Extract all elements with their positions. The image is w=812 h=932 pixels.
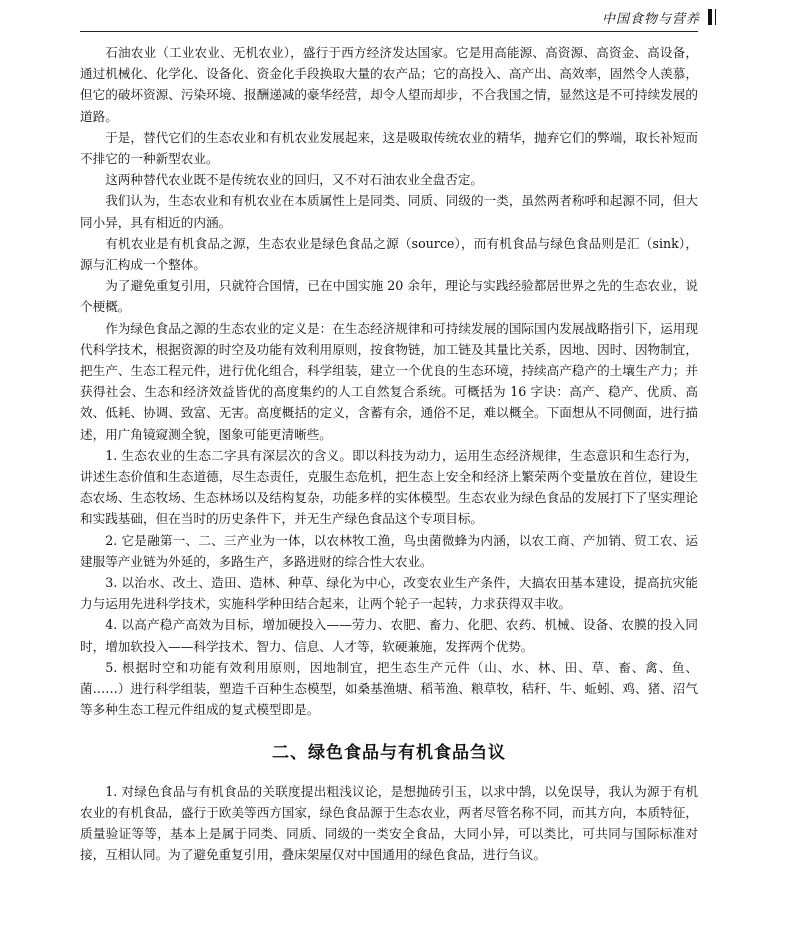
paragraph-green-organic-discussion: 1. 对绿色食品与有机食品的关联度提出粗浅议论，是想抛砖引玉，以求中鹄，以免误导，我认为源于有机农业的有机食品，盛行于欧美等西方国家，绿色食品源于生态农业，两者尽管名称不同，而其方向，本质特征，质量验证等等，基本上是属于同类、同质、同级的一类安全食品，大同小异，可以类比，可共同与国际标准对接，互相认同。为了避免重复引用，叠床架屋仅对中国通用的绿色食品，进行刍议。: [80, 783, 698, 863]
paragraph-definition: 作为绿色食品之源的生态农业的定义是：在生态经济规律和可持续发展的国际国内发展战略指引下，运用现代科学技术，根据资源的时空及功能有效利用原则，按食物链，加工链及其量比关系，因地、因时、因物制宜，把生产、生态工程元件，进行优化组合，科学组装，建立一个优良的生态环境，持续高产稳产的土壤生产力；并获得社会、生态和经济效益皆优的高度集约的人工自然复合系统。可概括为 16 字诀：高产、稳产、优质、高效、低耗、协调、致富、无害。高度概括的定义，含蓄有余，通俗不足，难以概全。下面想从不同侧面，进行描述，用广角镜窥测全貌，图象可能更清晰些。: [80, 320, 698, 442]
paragraph-not-return: 这两种替代农业既不是传统农业的回归，又不对石油农业全盘否定。: [105, 172, 483, 188]
list-item-1: 1. 生态农业的生态二字具有深层次的含义。即以科技为动力，运用生态经济规律，生态意识和生态行为，讲述生态价值和生态道德，尽生态责任，克服生态危机，把生态上安全和经济上繁荣两个变量放在首位，建设生态农场、生态牧场、生态林场以及结构复杂，功能多样的实体模型。生态农业为绿色食品的发展打下了坚实理论和实践基础，但在当时的历史条件下，并无生产绿色食品这个专项目标。: [80, 447, 698, 527]
body-text: [80, 42, 698, 865]
header-rule: [80, 31, 698, 32]
list-item-5: 5. 根据时空和功能有效利用原则，因地制宜，把生态生产元件（山、水、林、田、草、畜、禽、鱼、菌……）进行科学组装，塑造千百种生态模型，如桑基渔塘、稻苇渔、粮草牧，秸秆、牛、蚯蚓、鸡、猪、沼气等多种生态工程元件组成的复式模型即是。: [80, 659, 698, 718]
header-bar-mark-thin: [715, 9, 716, 25]
paragraph-petroleum-agriculture: 石油农业（工业农业、无机农业），盛行于西方经济发达国家。它是用高能源、高资源、高资金、高设备，通过机械化、化学化、设备化、资金化手段换取大量的农产品；它的高投入、高产出、高效率，固然令人羡慕，但它的破坏资源、污染环境、报酬递减的豪华经营，却令人望而却步，不合我国之情，显然这是不可持续发展的道路。: [80, 45, 698, 124]
section-title: 二、绿色食品与有机食品刍议: [272, 742, 506, 763]
paragraph-summary-intro: 为了避免重复引用，只就符合国情，已在中国实施 20 余年，理论与实践经验都居世界之先的生态农业，说个梗概。: [80, 278, 698, 315]
list-item-4: 4. 以高产稳产高效为目标，增加硬投入——劳力、农肥、畜力、化肥、农药、机械、设备、农膜的投入同时，增加软投入——科学技术、智力、信息、人才等，软硬兼施，发挥两个优势。: [80, 617, 698, 654]
paragraph-source-sink: 有机农业是有机食品之源，生态农业是绿色食品之源（source），而有机食品与绿色食品则是汇（sink），源与汇构成一个整体。: [80, 235, 698, 273]
paragraph-alternative-agriculture: 于是，替代它们的生态农业和有机农业发展起来，这是吸取传统农业的精华，抛弃它们的弊端，取长补短而不排它的一种新型农业。: [80, 129, 698, 167]
running-header: 中国食物与营养: [601, 12, 700, 27]
header-bar-mark: [708, 9, 712, 25]
list-item-2: 2. 它是融第一、二、三产业为一体，以农林牧工渔，鸟虫菌微蜂为内涵，以农工商、产加销、贸工农、运建服等产业链为外延的，多路生产，多路进财的综合性大农业。: [80, 532, 698, 569]
paragraph-same-kind: 我们认为，生态农业和有机农业在本质属性上是同类、同质、同级的一类，虽然两者称呼和起源不同，但大同小异，具有相近的内涵。: [80, 193, 698, 230]
list-item-3: 3. 以治水、改土、造田、造林、种草、绿化为中心，改变农业生产条件，大搞农田基本建设，提高抗灾能力与运用先进科学技术，实施科学种田结合起来，让两个轮子一起转，力求获得双丰收。: [80, 575, 698, 612]
